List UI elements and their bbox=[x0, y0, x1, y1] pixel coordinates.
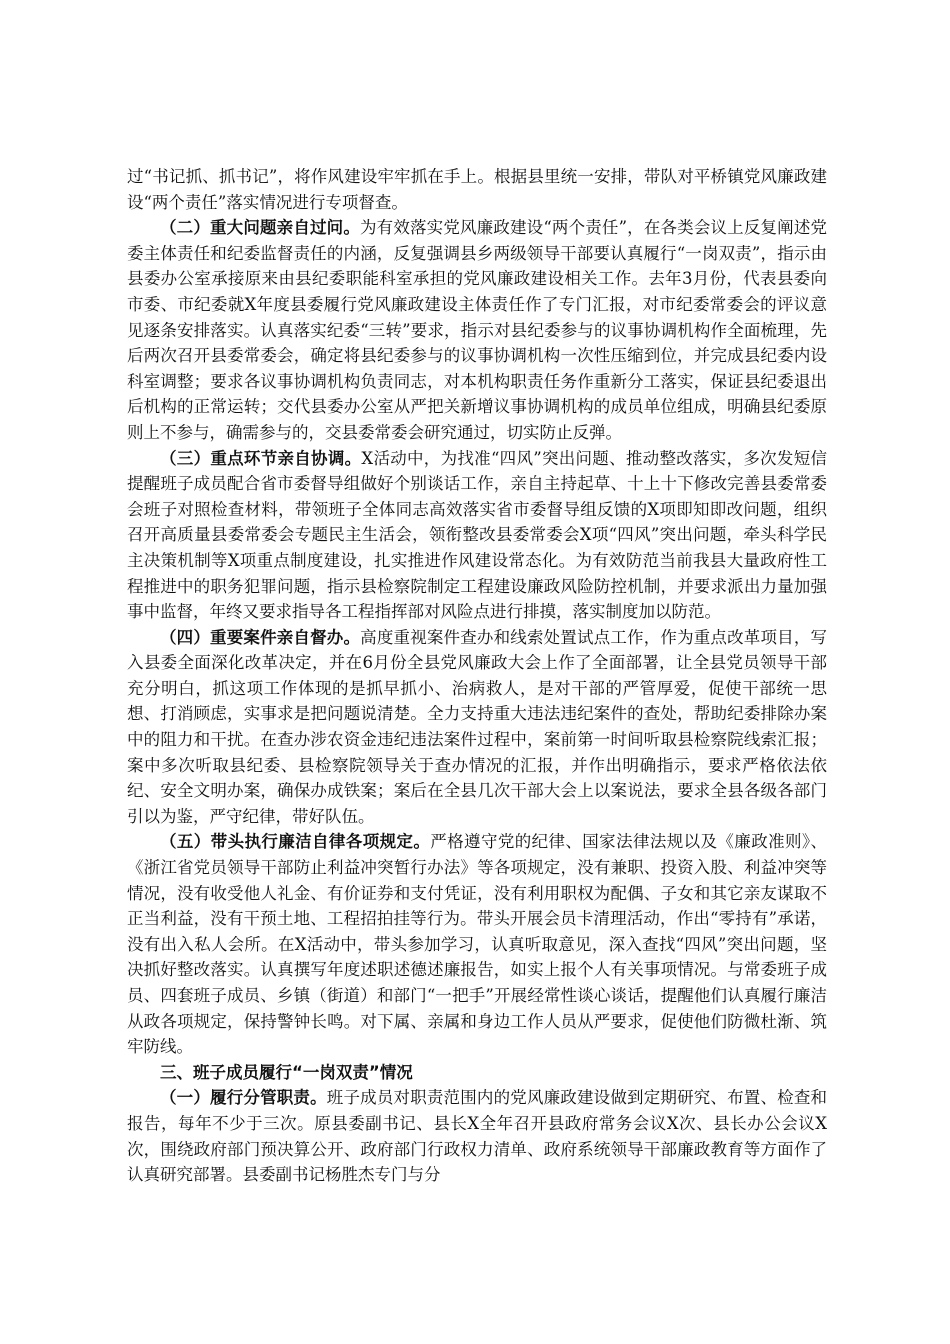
paragraph-key-links bbox=[127, 446, 827, 625]
section-heading: 三、班子成员履行“一岗双责”情况 bbox=[160, 1062, 413, 1082]
document-page bbox=[127, 164, 827, 1188]
paragraph-major-issues bbox=[127, 215, 827, 445]
paragraph-lead: （一）履行分管职责。 bbox=[160, 1088, 327, 1108]
paragraph-lead: （三）重点环节亲自协调。 bbox=[160, 448, 362, 468]
paragraph-lead: （四）重要案件亲自督办。 bbox=[160, 627, 361, 647]
paragraph-text: 严格遵守党的纪律、国家法律法规以及《廉政准则》、《浙江省党员领导干部防止利益冲突暂行办法》等各项规定，没有兼职、投资入股、利益冲突等情况，没有收受他人礼金、有价证券和支付凭证，没有利用职权为配偶、子女和其它亲友谋取不正当利益，没有干预土地、工程招拍挂等行为。带头开展会员卡清理活动，作出“零持有”承诺，没有出入私人会所。在X活动中，带头参加学习，认真听取意见，深入查找“四风”突出问题，坚决抓好整改落实。认真撰写年度述职述德述廉报告，如实上报个人有关事项情况。与常委班子成员、四套班子成员、乡镇（街道）和部门“一把手”开展经常性谈心谈话，提醒他们认真履行廉洁从政各项规定，保持警钟长鸣。对下属、亲属和身边工作人员从严要求，促使他们防微杜渐、筑牢防线。 bbox=[127, 832, 828, 1057]
paragraph-self-discipline bbox=[127, 829, 827, 1059]
paragraph-text: X活动中，为找准“四风”突出问题、推动整改落实，多次发短信提醒班子成员配合省市委督导组做好个别谈话工作，亲自主持起草、十上十下修改完善县委常委会班子对照检查材料，带领班子全体同志高效落实省市委督导组反馈的X项即知即改问题，组织召开高质量县委常委会专题民主生活会，领衔整改县委常委会X项“四风”突出问题，牵头科学民主决策机制等X项重点制度建设，扎实推进作风建设常态化。为有效防范当前我县大量政府性工程推进中的职务犯罪问题，指示县检察院制定工程建设廉政风险防控机制，并要求派出力量加强事中监督，年终又要求指导各工程指挥部对风险点进行排摸，落实制度加以防范。 bbox=[127, 448, 828, 622]
paragraph-lead: （五）带头执行廉洁自律各项规定。 bbox=[160, 832, 431, 852]
paragraph-duties bbox=[127, 1085, 827, 1187]
paragraph-continuation bbox=[127, 164, 827, 215]
paragraph-important-cases bbox=[127, 625, 827, 830]
paragraph-text: 班子成员对职责范围内的党风廉政建设做到定期研究、布置、检查和报告，每年不少于三次。原县委副书记、县长X全年召开县政府常务会议X次、县长办公会议X次，围绕政府部门预决算公开、政府部门行政权力清单、政府系统领导干部廉政教育等方面作了认真研究部署。县委副书记杨胜杰专门与分 bbox=[127, 1088, 828, 1185]
paragraph-lead: （二）重大问题亲自过问。 bbox=[160, 218, 360, 238]
paragraph-text: 为有效落实党风廉政建设“两个责任”，在各类会议上反复阐述党委主体责任和纪委监督责任的内涵，反复强调县乡两级领导干部要认真履行“一岗双责”，指示由县委办公室承接原来由县纪委职能科室承担的党风廉政建设相关工作。去年3月份，代表县委向市委、市纪委就X年度县委履行党风廉政建设主体责任作了专门汇报，对市纪委常委会的评议意见逐条安排落实。认真落实纪委“三转”要求，指示对县纪委参与的议事协调机构作全面梳理，先后两次召开县委常委会，确定将县纪委参与的议事协调机构一次性压缩到位，并完成县纪委内设科室调整；要求各议事协调机构负责同志，对本机构职责任务作重新分工落实，保证县纪委退出后机构的正常运转；交代县委办公室从严把关新增议事协调机构的成员单位组成，明确县纪委原则上不参与，确需参与的，交县委常委会研究通过，切实防止反弹。 bbox=[127, 218, 828, 442]
paragraph-text: 过“书记抓、抓书记”，将作风建设牢牢抓在手上。根据县里统一安排，带队对平桥镇党风廉政建设“两个责任”落实情况进行专项督查。 bbox=[127, 167, 827, 212]
paragraph-text: 高度重视案件查办和线索处置试点工作，作为重点改革项目，写入县委全面深化改革决定，并在6月份全县党风廉政大会上作了全面部署，让全县党员领导干部充分明白，抓这项工作体现的是抓早抓小、治病救人，是对干部的严管厚爱，促使干部统一思想、打消顾虑，实事求是把问题说清楚。全力支持重大违法违纪案件的查处，帮助纪委排除办案中的阻力和干扰。在查办涉农资金违纪违法案件过程中，案前第一时间听取县检察院线索汇报；案中多次听取县纪委、县检察院领导关于查办情况的汇报，并作出明确指示，要求严格依法依纪、安全文明办案，确保办成铁案；案后在全县几次干部大会上以案说法，要求全县各级各部门引以为鉴，严守纪律，带好队伍。 bbox=[127, 627, 828, 826]
